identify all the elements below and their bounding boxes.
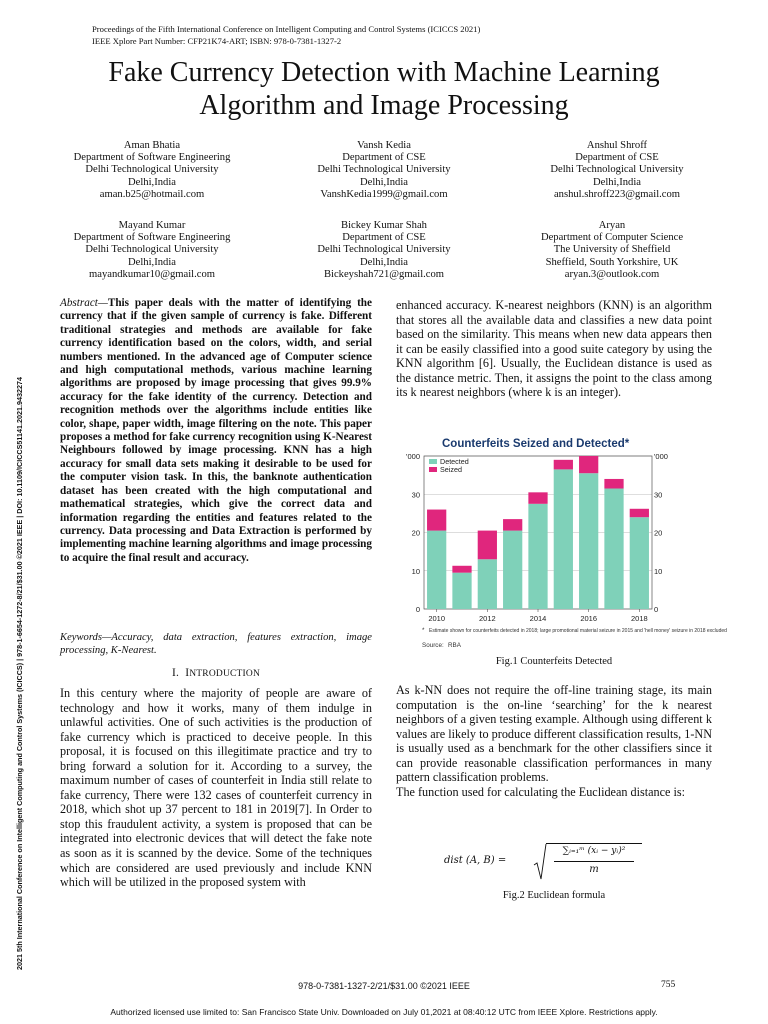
bar-detected <box>503 531 522 609</box>
bar-seized <box>478 531 497 560</box>
author-block: Aman Bhatia Department of Software Engineering Delhi Technological University Delhi,India aman.b25@hotmail.com <box>73 140 231 200</box>
bar-detected <box>478 559 497 609</box>
bar-detected <box>528 504 547 609</box>
doi-sidebar: 2021 5th International Conference on Intelligent Computing and Control Systems (ICICCS) | 978-1-6654-1272-8/21/$31.00 ©2021 IEEE | DOI: 10.1109/ICICCS51141.2021.9432274 <box>15 377 24 970</box>
bar-seized <box>427 510 446 531</box>
x-tick-label: 2016 <box>580 614 598 623</box>
chart-title: Counterfeits Seized and Detected* <box>442 438 630 450</box>
y-unit-right: '000 <box>654 452 668 461</box>
euclidean-formula: dist (A, B) = ∑ᵢ₌₁ᵐ (xᵢ − yᵢ)² m <box>440 843 670 883</box>
bar-seized <box>604 479 623 489</box>
legend-label-detected: Detected <box>440 457 469 466</box>
author-block: Mayand Kumar Department of Software Engineering Delhi Technological University Delhi,India mayandkumar10@gmail.com <box>73 220 231 280</box>
legend-label-seized: Seized <box>440 465 462 474</box>
x-tick-label: 2014 <box>529 614 547 623</box>
y-tick-label-right: 10 <box>654 566 663 576</box>
proceedings-line: Proceedings of the Fifth International Conference on Intelligent Computing and Control Systems (ICICCS 2021) <box>92 24 481 34</box>
page-number: 755 <box>661 980 676 990</box>
x-tick-label: 2010 <box>428 614 446 623</box>
bar-seized <box>452 566 471 573</box>
y-tick-label-left: 20 <box>411 528 420 538</box>
x-tick-label: 2018 <box>630 614 648 623</box>
bar-seized <box>630 509 649 517</box>
bar-detected <box>452 573 471 609</box>
bar-seized <box>554 460 573 470</box>
chart-footnote: Estimate shown for counterfeits detected in 2018; large promotional material seizure in 2015 and 'hell money' seizure in 2018 excluded <box>429 628 727 634</box>
keywords: Keywords—Accuracy, data extraction, features extraction, image processing, K-Nearest. <box>60 632 372 656</box>
paper-title: Fake Currency Detection with Machine Learning Algorithm and Image Processing <box>108 57 660 121</box>
fig2-caption: Fig.2 Euclidean formula <box>502 890 606 901</box>
license-notice: Authorized licensed use limited to: San Francisco State Univ. Downloaded on July 01,2021 at 08:40:12 UTC from IEEE Xplore. Restrictions apply. <box>110 1007 658 1017</box>
sqrt-sign-icon <box>534 843 546 881</box>
author-block: Anshul Shroff Department of CSE Delhi Technological University Delhi,India anshul.shroff223@gmail.com <box>550 140 684 200</box>
bar-seized <box>503 519 522 530</box>
legend-swatch-seized <box>429 467 437 472</box>
bar-detected <box>554 469 573 609</box>
knn-text: enhanced accuracy. K-nearest neighbors (KNN) is an algorithm that stores all the available data and classifies a new data point based on the similarity. This means when new data appears then it can be easily classified into a good suite category by using the KNN algorithm [6]. Usually, the Euclidean distance is used as the distance metric. Then, it assigns the point to the class among its k nearest neighbors (where k is an integer). <box>396 298 712 400</box>
legend-swatch-detected <box>429 459 437 464</box>
abstract: Abstract—This paper deals with the matter of identifying the currency that if the given sample of currency is fake. Different traditional strategies and methods are available for fake currency identification based on the colors, width, and serial numbers mentioned. In the advanced age of Computer science and high computational methods, various machine learning algorithms are proposed by image processing that gives 99.9% accuracy for the fake identity of the currency. Detection and recognition methods over the algorithms include entities like color, shape, paper width, image filtering on the note. This paper proposes a method for fake currency recognition using K-Nearest Neighbours followed by image processing. KNN has a high accuracy for small data sets making it desirable to be used for the computer vision task. In this, the banknote authentication dataset has been created with the high computational and mathematical strategies, which give the correct data and information regarding the entities and features related to the currency. Data processing and Data Extraction is performed by implementing machine learning algorithms and image processing to acquire the final result and accuracy. <box>60 297 372 564</box>
author-block: Bickey Kumar Shah Department of CSE Delhi Technological University Delhi,India Bickeyshah721@gmail.com <box>317 220 451 280</box>
y-tick-label-right: 30 <box>654 490 663 500</box>
chart-footnote-mark: * <box>422 627 425 634</box>
y-tick-label-right: 20 <box>654 528 663 538</box>
chart-source: RBA <box>448 642 461 649</box>
chart-source-label: Source: <box>422 642 444 649</box>
bar-detected <box>579 473 598 609</box>
y-unit-left: '000 <box>406 452 420 461</box>
bar-detected <box>427 531 446 609</box>
bar-seized <box>528 492 547 503</box>
fig1-caption: Fig.1 Counterfeits Detected <box>495 656 613 667</box>
xplore-line: IEEE Xplore Part Number: CFP21K74-ART; ISBN: 978-0-7381-1327-2 <box>92 36 342 46</box>
counterfeits-chart <box>396 433 727 655</box>
y-tick-label-right: 0 <box>654 605 659 614</box>
y-tick-label-left: 0 <box>415 605 420 614</box>
introduction-text: In this century where the majority of people are aware of technology and how it works, many of them indulge in unlawful activities. One of such activities is the production of fake currency which is practiced to deceive people. In this proposal, it is focused on this illegitimate practice and try to bring forward a solution for it. According to a survey, the maximum number of cases of counterfeit in India still relate to fake currency, There were 132 cases of counterfeit currency in 2018, which shot up 37 percent to 181 in 2019[7]. In Order to stop this fraudulent activity, a system is proposed that can be integrated into electronic devices that will detect the fake note as soon as it is scanned by the device. Some of the techniques which are considered are used previously and include KNN which will be utilized in the proposed system with <box>60 686 372 890</box>
y-tick-label-left: 10 <box>411 566 420 576</box>
knn-discussion-text: As k-NN does not require the off-line training stage, its main computation is the on-line ‘searching’ for the k nearest neighbors of a given testing example. Although using different k values are likely to produce different classification results, 1-NN is usually used as a benchmark for the other classifiers since it can provide reasonable classification performances in many pattern classification problems. The function used for calculating the Euclidean distance is: <box>396 683 712 799</box>
bar-seized <box>579 456 598 473</box>
author-block: Vansh Kedia Department of CSE Delhi Technological University Delhi,India VanshKedia1999@gmail.com <box>317 140 451 200</box>
y-tick-label-left: 30 <box>411 490 420 500</box>
bar-detected <box>630 517 649 609</box>
bar-detected <box>604 489 623 609</box>
section-heading: I. INTRODUCTION <box>171 667 261 679</box>
author-block: Aryan Department of Computer Science The University of Sheffield Sheffield, South Yorkshire, UK aryan.3@outlook.com <box>540 220 684 280</box>
footer-copyright: 978-0-7381-1327-2/21/$31.00 ©2021 IEEE <box>298 981 470 991</box>
x-tick-label: 2012 <box>478 614 496 623</box>
